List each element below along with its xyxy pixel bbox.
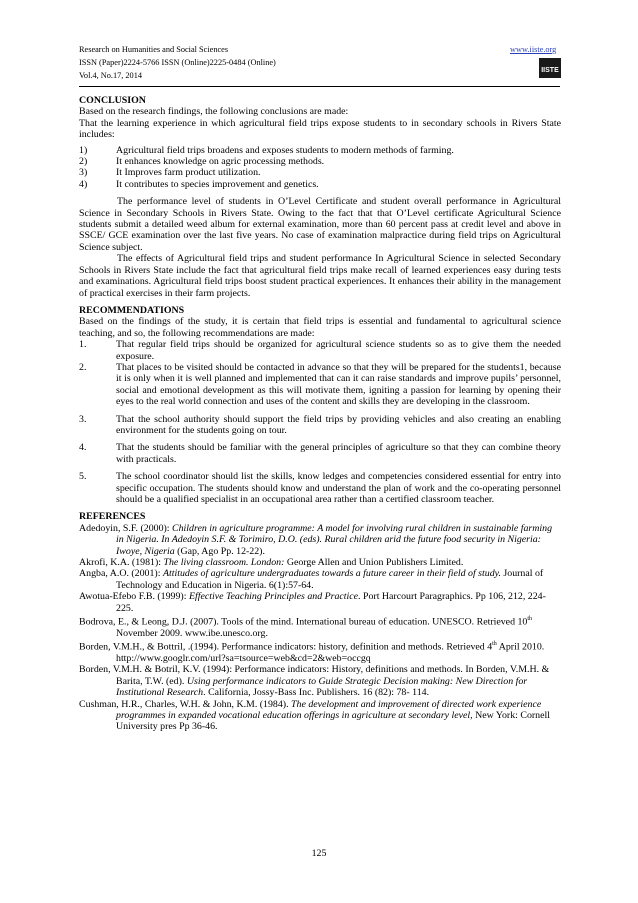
recommendations-intro: Based on the findings of the study, it is certain that field trips is essential and fundamental to agricultural science teaching, and so, the following recommendations are made: bbox=[79, 316, 561, 339]
recommendations-heading: RECOMMENDATIONS bbox=[79, 304, 185, 316]
conclusion-item: 4) It contributes to species improvement and genetics. bbox=[79, 178, 319, 190]
volume-line: Vol.4, No.17, 2014 bbox=[79, 71, 142, 80]
issn-line: ISSN (Paper)2224-5766 ISSN (Online)2225-0484 (Online) bbox=[79, 58, 276, 67]
reference-entry: Borden, V.M.H. & Botril, K.V. (1994): Performance indicators: History, definitions and methods. In Borden, V.M.H. & Barita, T.W. (ed). Using performance indicators to Guide Strategic Decision making: New Direction for Institutional Research. California, Jossy-Bass Inc. Publishers. 16 (82): 78- 114. bbox=[79, 664, 550, 699]
conclusion-intro: Based on the research findings, the following conclusions are made: bbox=[79, 106, 349, 118]
conclusion-item: 1) Agricultural field trips broadens and exposes students to modern methods of farming. bbox=[79, 144, 454, 156]
journal-title: Research on Humanities and Social Sciences bbox=[79, 45, 229, 54]
references-heading: REFERENCES bbox=[79, 511, 146, 523]
reference-entry: Akrofi, K.A. (1981): The living classroom. London: George Allen and Union Publishers Limited. bbox=[79, 557, 464, 569]
reference-entry: Awotua-Efebo F.B. (1999): Effective Teaching Principles and Practice. Port Harcourt Paragraphics. Pp 106, 212, 224-225. bbox=[79, 591, 546, 614]
recommendation-item: 4. That the students should be familiar with the general principles of agriculture so that they can combine theory with practicals. bbox=[79, 442, 561, 465]
logo-text: IISTE bbox=[541, 67, 559, 74]
reference-entry: Adedoyin, S.F. (2000): Children in agriculture programme: A model for involving rural children in sustainable farming in Nigeria. In Adedoyin S.F. & Torimiro, D.O. (eds). Rural children arid the future food security in Nigeria: Iwoye, Nigeria (Gap, Ago Pp. 12-22). bbox=[79, 522, 553, 557]
reference-entry: Borden, V.M.H., & Bottril, .(1994). Performance indicators: history, definition and methods. Retrieved 4th April 2010. http://www.googlr.com/url?sa=tsource=web&cd=2&web=occgq bbox=[79, 641, 545, 664]
header-divider bbox=[79, 86, 560, 87]
conclusion-heading: CONCLUSION bbox=[79, 95, 146, 106]
recommendation-item: 2. That places to be visited should be contacted in advance so that they will be prepared for the students1, because it is only when it is well planned and implemented that can it can raise standards and improve pupils’ personnel, social and emotional development as this will motivate them, igniting a passion for learning by opening their eyes to the real world connection and uses of the content and skills they are developing in the classroom. bbox=[79, 361, 561, 408]
conclusion-item: 2) It enhances knowledge on agric processing methods. bbox=[79, 156, 325, 168]
recommendation-item: 3. That the school authority should support the field trips by providing vehicles and also creating an enabling environment for the students going on tour. bbox=[79, 413, 561, 436]
conclusion-paragraph-2: The effects of Agricultural field trips and student performance In Agricultural Science in selected Secondary Schools in Rivers State include the fact that agricultural field trips make recall of learned experiences easy during tests and examinations. Agricultural field trips boost student practical experiences. It enhances their ability in the management of practical exercises in their farm projects. bbox=[79, 253, 561, 299]
conclusion-item: 3) It Improves farm product utilization. bbox=[79, 167, 261, 179]
reference-entry: Bodrova, E., & Leong, D.J. (2007). Tools of the mind. International bureau of education. UNESCO. Retrieved 10th November 2009. www.ibe.unesco.org. bbox=[79, 616, 533, 639]
page-body bbox=[79, 95, 561, 733]
recommendation-item: 1. That regular field trips should be organized for agricultural science students so as to give them the needed exposure. bbox=[79, 339, 561, 362]
conclusion-intro2: That the learning experience in which agricultural field trips expose students to in secondary schools in Rivers State includes: bbox=[79, 117, 561, 141]
reference-entry: Angba, A.O. (2001): Attitudes of agriculture undergraduates towards a future career in their field of study. Journal of Technology and Education in Nigeria. 6(1):57-64. bbox=[79, 568, 544, 591]
journal-url-link[interactable]: www.iiste.org bbox=[510, 45, 557, 54]
page-number: 125 bbox=[311, 848, 327, 859]
iiste-logo bbox=[539, 58, 561, 78]
recommendation-item: 5. The school coordinator should list the skills, know ledges and competencies considered essential for entry into specific occupation. The students should know and understand the plan of work and the co-operating personnel should be a qualified specialist in an occupational area rather than a certified classroom teacher. bbox=[79, 471, 561, 505]
reference-entry: Cushman, H.R., Charles, W.H. & John, K.M. (1984). The development and improvement of directed work experience programmes in expanded vocational education offerings in agriculture at secondary level, New York: Cornell University pres Pp 36-46. bbox=[79, 698, 550, 733]
conclusion-paragraph-1: The performance level of students in O’Level Certificate and student overall performance in Agricultural Science in Secondary Schools in Rivers State. Owing to the fact that that O’Level certificate Agricultural Science students submit a detailed weed album for external examination, more than 60 percent pass at credit level and above in SSCE/ GCE examination over the last five years. No case of examination malpractice during field trips on Agricultural Science subject. bbox=[79, 196, 561, 253]
